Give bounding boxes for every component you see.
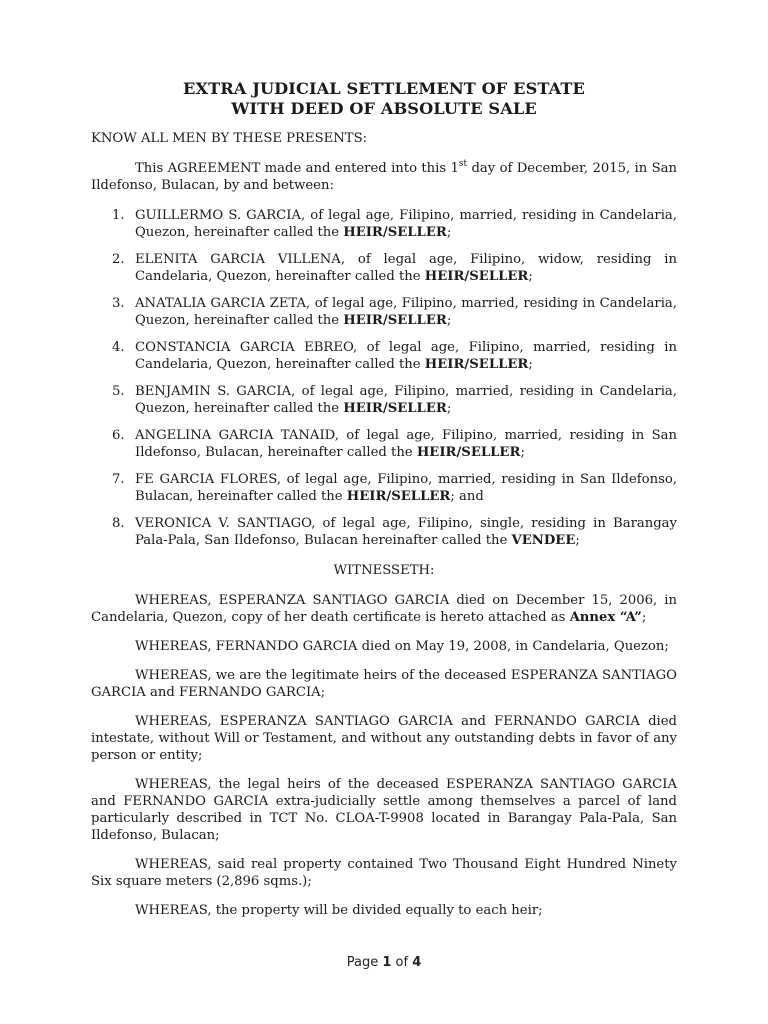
party-item <box>91 427 677 461</box>
party-role: HEIR/SELLER <box>424 357 529 372</box>
intro-text: This AGREEMENT made and entered into this 1 <box>135 161 459 176</box>
party-number: 4. <box>112 340 125 355</box>
whereas-clause: WHEREAS, the legal heirs of the deceased ESPERANZA SANTIAGO GARCIA and FERNANDO GARCIA extra-judicially settle among themselves a parcel of land particularly described in TCT No. CLOA-T-9908 located in Barangay Pala-Pala, San Ildefonso, Bulacan; <box>91 777 677 843</box>
party-tail: ; <box>446 401 452 416</box>
of-label: of <box>395 955 409 970</box>
party-role: HEIR/SELLER <box>343 225 447 240</box>
whereas-clause: WHEREAS, we are the legitimate heirs of the deceased ESPERANZA SANTIAGO GARCIA and FERNANDO GARCIA; <box>91 668 677 700</box>
whereas-clause: WHEREAS, ESPERANZA SANTIAGO GARCIA and FERNANDO GARCIA died intestate, without Will or Testament, and without any outstanding debts in favor of any person or entity; <box>91 714 677 763</box>
party-tail: ; <box>528 269 533 284</box>
party-number: 5. <box>112 384 125 399</box>
annex-reference: Annex “A” <box>569 610 642 625</box>
whereas-clause <box>91 592 677 626</box>
party-role: HEIR/SELLER <box>424 269 529 284</box>
intro-paragraph <box>91 160 677 194</box>
party-tail: ; <box>520 445 525 460</box>
party-number: 2. <box>112 252 125 267</box>
party-tail: ; and <box>450 489 484 504</box>
party-number: 3. <box>112 296 125 311</box>
document-body <box>91 130 677 931</box>
salutation: KNOW ALL MEN BY THESE PRESENTS: <box>91 131 368 146</box>
whereas-clause: WHEREAS, FERNANDO GARCIA died on May 19, 2008, in Candelaria, Quezon; <box>135 639 669 654</box>
party-text: ELENITA GARCIA VILLENA, of legal age, Filipino, widow, residing in Candelaria, Quezon, hereinafter called the <box>135 252 677 284</box>
party-number: 8. <box>112 516 125 531</box>
party-text: BENJAMIN S. GARCIA, of legal age, Filipino, married, residing in Candelaria, Quezon, hereinafter called the <box>135 384 677 416</box>
whereas-clause: WHEREAS, said real property contained Two Thousand Eight Hundred Ninety Six square meters (2,896 sqms.); <box>91 857 677 889</box>
total-pages-number: 4 <box>412 955 422 970</box>
party-item <box>91 471 677 505</box>
party-role: HEIR/SELLER <box>346 489 451 504</box>
parties-list <box>91 207 677 549</box>
intro-text-continued: day of December, 2015, in San Ildefonso, Bulacan, by and between: <box>91 161 677 193</box>
party-number: 6. <box>112 428 125 443</box>
party-number: 7. <box>112 472 125 487</box>
party-number: 1. <box>112 208 125 223</box>
party-role: VENDEE <box>511 533 576 548</box>
party-text: VERONICA V. SANTIAGO, of legal age, Filipino, single, residing in Barangay Pala-Pala, San Ildefonso, Bulacan hereinafter called the <box>135 516 677 548</box>
page-footer <box>0 955 768 970</box>
party-text: ANATALIA GARCIA ZETA, of legal age, Filipino, married, residing in Candelaria, Quezon, hereinafter called the <box>135 296 677 328</box>
whereas-clause: WHEREAS, the property will be divided equally to each heir; <box>135 903 543 918</box>
witnesseth-heading: WITNESSETH: <box>333 563 435 578</box>
page-label: Page <box>346 955 379 970</box>
party-item <box>91 339 677 373</box>
party-role: HEIR/SELLER <box>343 313 447 328</box>
whereas-tail: ; <box>641 610 647 625</box>
whereas-text: WHEREAS, ESPERANZA SANTIAGO GARCIA died on December 15, 2006, in Candelaria, Quezon, copy of her death certificate is hereto attached as <box>91 593 677 625</box>
party-text: ANGELINA GARCIA TANAID, of legal age, Filipino, married, residing in San Ildefonso, Bulacan, hereinafter called the <box>135 428 677 460</box>
current-page-number: 1 <box>382 955 392 970</box>
party-item <box>91 207 677 241</box>
party-tail: ; <box>446 225 452 240</box>
party-text: GUILLERMO S. GARCIA, of legal age, Filipino, married, residing in Candelaria, Quezon, hereinafter called the <box>135 208 677 240</box>
party-role: HEIR/SELLER <box>343 401 447 416</box>
party-text: CONSTANCIA GARCIA EBREO, of legal age, Filipino, married, residing in Candelaria, Quezon, hereinafter called the <box>135 340 677 372</box>
document-title-line-1: EXTRA JUDICIAL SETTLEMENT OF ESTATE <box>183 79 585 98</box>
party-tail: ; <box>446 313 452 328</box>
ordinal-suffix: st <box>458 158 468 169</box>
party-tail: ; <box>575 533 580 548</box>
party-text: FE GARCIA FLORES, of legal age, Filipino, married, residing in San Ildefonso, Bulacan, hereinafter called the <box>135 472 677 504</box>
party-tail: ; <box>528 357 533 372</box>
party-role: HEIR/SELLER <box>416 445 521 460</box>
party-item <box>91 251 677 285</box>
party-item <box>91 295 677 329</box>
party-item <box>91 383 677 417</box>
party-item <box>91 515 677 549</box>
document-title-line-2: WITH DEED OF ABSOLUTE SALE <box>231 99 537 118</box>
